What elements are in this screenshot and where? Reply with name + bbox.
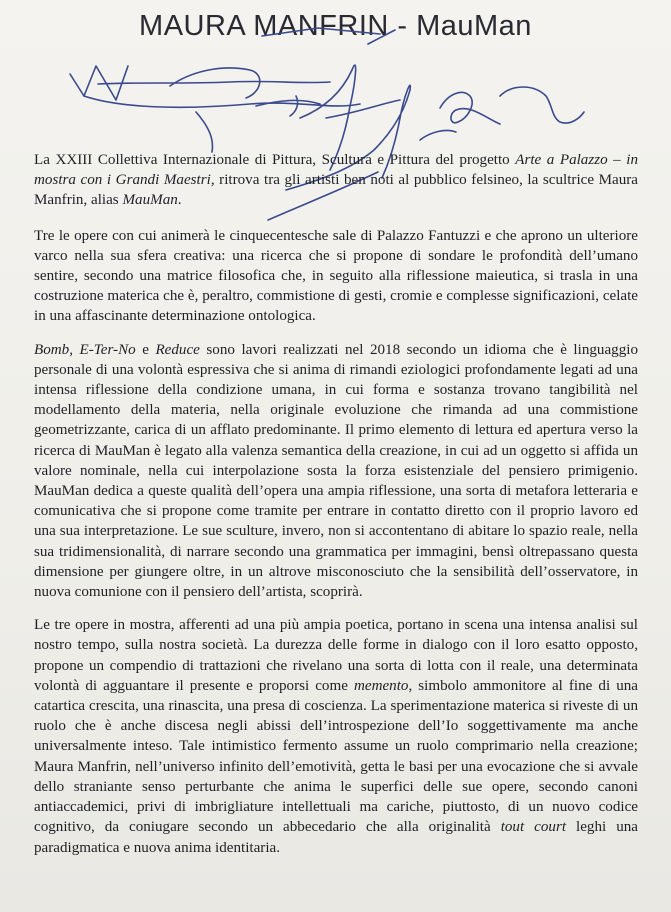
- italic-text-run: memento: [353, 677, 409, 694]
- text-run: e: [135, 341, 156, 358]
- text-run: Tre le opere con cui animerà le cinquecentesche sale di Palazzo Fantuzzi e che aprono un ulteriore varco nella sua sfera creativa: una ricerca che si propone di sondare le profondità dell’umano sentire, secondo una matrice filosofica che, in seguito alla riflessione maieutica, si trasla in una costruzione materica che è, peraltro, commistione di gesti, cromie e complesse significazioni, celate in una affascinante determinazione ontologica.: [34, 227, 638, 325]
- paragraph: [34, 150, 638, 211]
- italic-text-run: Reduce: [155, 341, 200, 358]
- italic-text-run: Bomb, E-Ter-No: [34, 341, 136, 358]
- page-title: MAURA MANFRIN - MauMan: [139, 10, 532, 42]
- text-run: .: [177, 192, 182, 209]
- text-run: sono lavori realizzati nel 2018 secondo un idioma che è linguaggio personale di una volontà espressiva che si anima di rimandi eziologici profondamente legati ad una intensa riflessione della condizione umana, in cui forma e sostanza trovano tangibilità nel modellamento della materia, nella originale evoluzione che rimanda ad una commistione geometrizzante, carica di un afflato predominante. Il primo elemento di lettura ed apertura verso la ricerca di MauMan è legato alla valenza semantica della creazione, in cui ad un oggetto si affida un valore nominale, nella cui interpolazione sosta la forza esistenziale del pensiero primigenio. MauMan dedica a queste qualità dell’opera una ampia riflessione, una sorta di metafora letteraria e comunicativa che si propone come tramite per entrare in contatto diretto con il proprio lavoro ed una sua interpretazione. Le sue sculture, invero, non si accontentano di abitare lo spazio reale, nella sua tridimensionalità, di narrare secondo una grammatica per immagini, bensì oltrepassano questa dimensione per giungere oltre, in un altrove misconosciuto che la sensibilità dell’osservatore, in nuova comunione con il pensiero dell’artista, scoprirà.: [34, 341, 638, 601]
- italic-text-run: tout court: [500, 819, 567, 836]
- italic-text-run: MauMan: [122, 192, 178, 209]
- paragraph: [34, 340, 638, 603]
- text-run: , simbolo ammonitore al fine di una catartica crescita, una rinascita, una presa di coscienza. La sperimentazione materica si riveste di un ruolo che è anche discesa negli abissi dell’introspezione dell’Io soggettivamente ma anche universalmente inteso. Tale intimistico fermento assume un ruolo comprimario nella creazione; Maura Manfrin, nell’universo infinito dell’emotività, getta le basi per una evocazione che si avvale dello straniante senso perturbante che anima le superfici delle sue opere, secondo canoni antiaccademici, privi di imbrigliature intellettuali ma cariche, piuttosto, di un nuovo codice cognitivo, da coniugare secondo un abbecedario che alla originalità: [34, 677, 638, 836]
- paragraph: [34, 226, 638, 327]
- italic-text-run: Arte a Palazzo – in mostra con i Grandi Maestri: [34, 152, 638, 189]
- paragraph: [34, 615, 638, 857]
- text-run: , ritrova tra gli artisti ben noti al pubblico felsineo, la scultrice Maura Manfrin, alias: [34, 172, 639, 209]
- text-run: Le tre opere in mostra, afferenti ad una più ampia poetica, portano in scena una intensa analisi sul nostro tempo, sulla nostra società. La durezza delle forme in dialogo con il loro esatto opposto, propone un compendio di trattazioni che rivelano una sorta di lotta con il reale, una determinata volontà di agguantare il presente e proporsi come: [34, 617, 638, 694]
- text-run: leghi una paradigmatica e nuova anima identitaria.: [34, 819, 638, 856]
- document-body: [34, 150, 638, 871]
- text-run: La XXIII Collettiva Internazionale di Pittura, Scultura e Pittura del progetto: [34, 152, 516, 168]
